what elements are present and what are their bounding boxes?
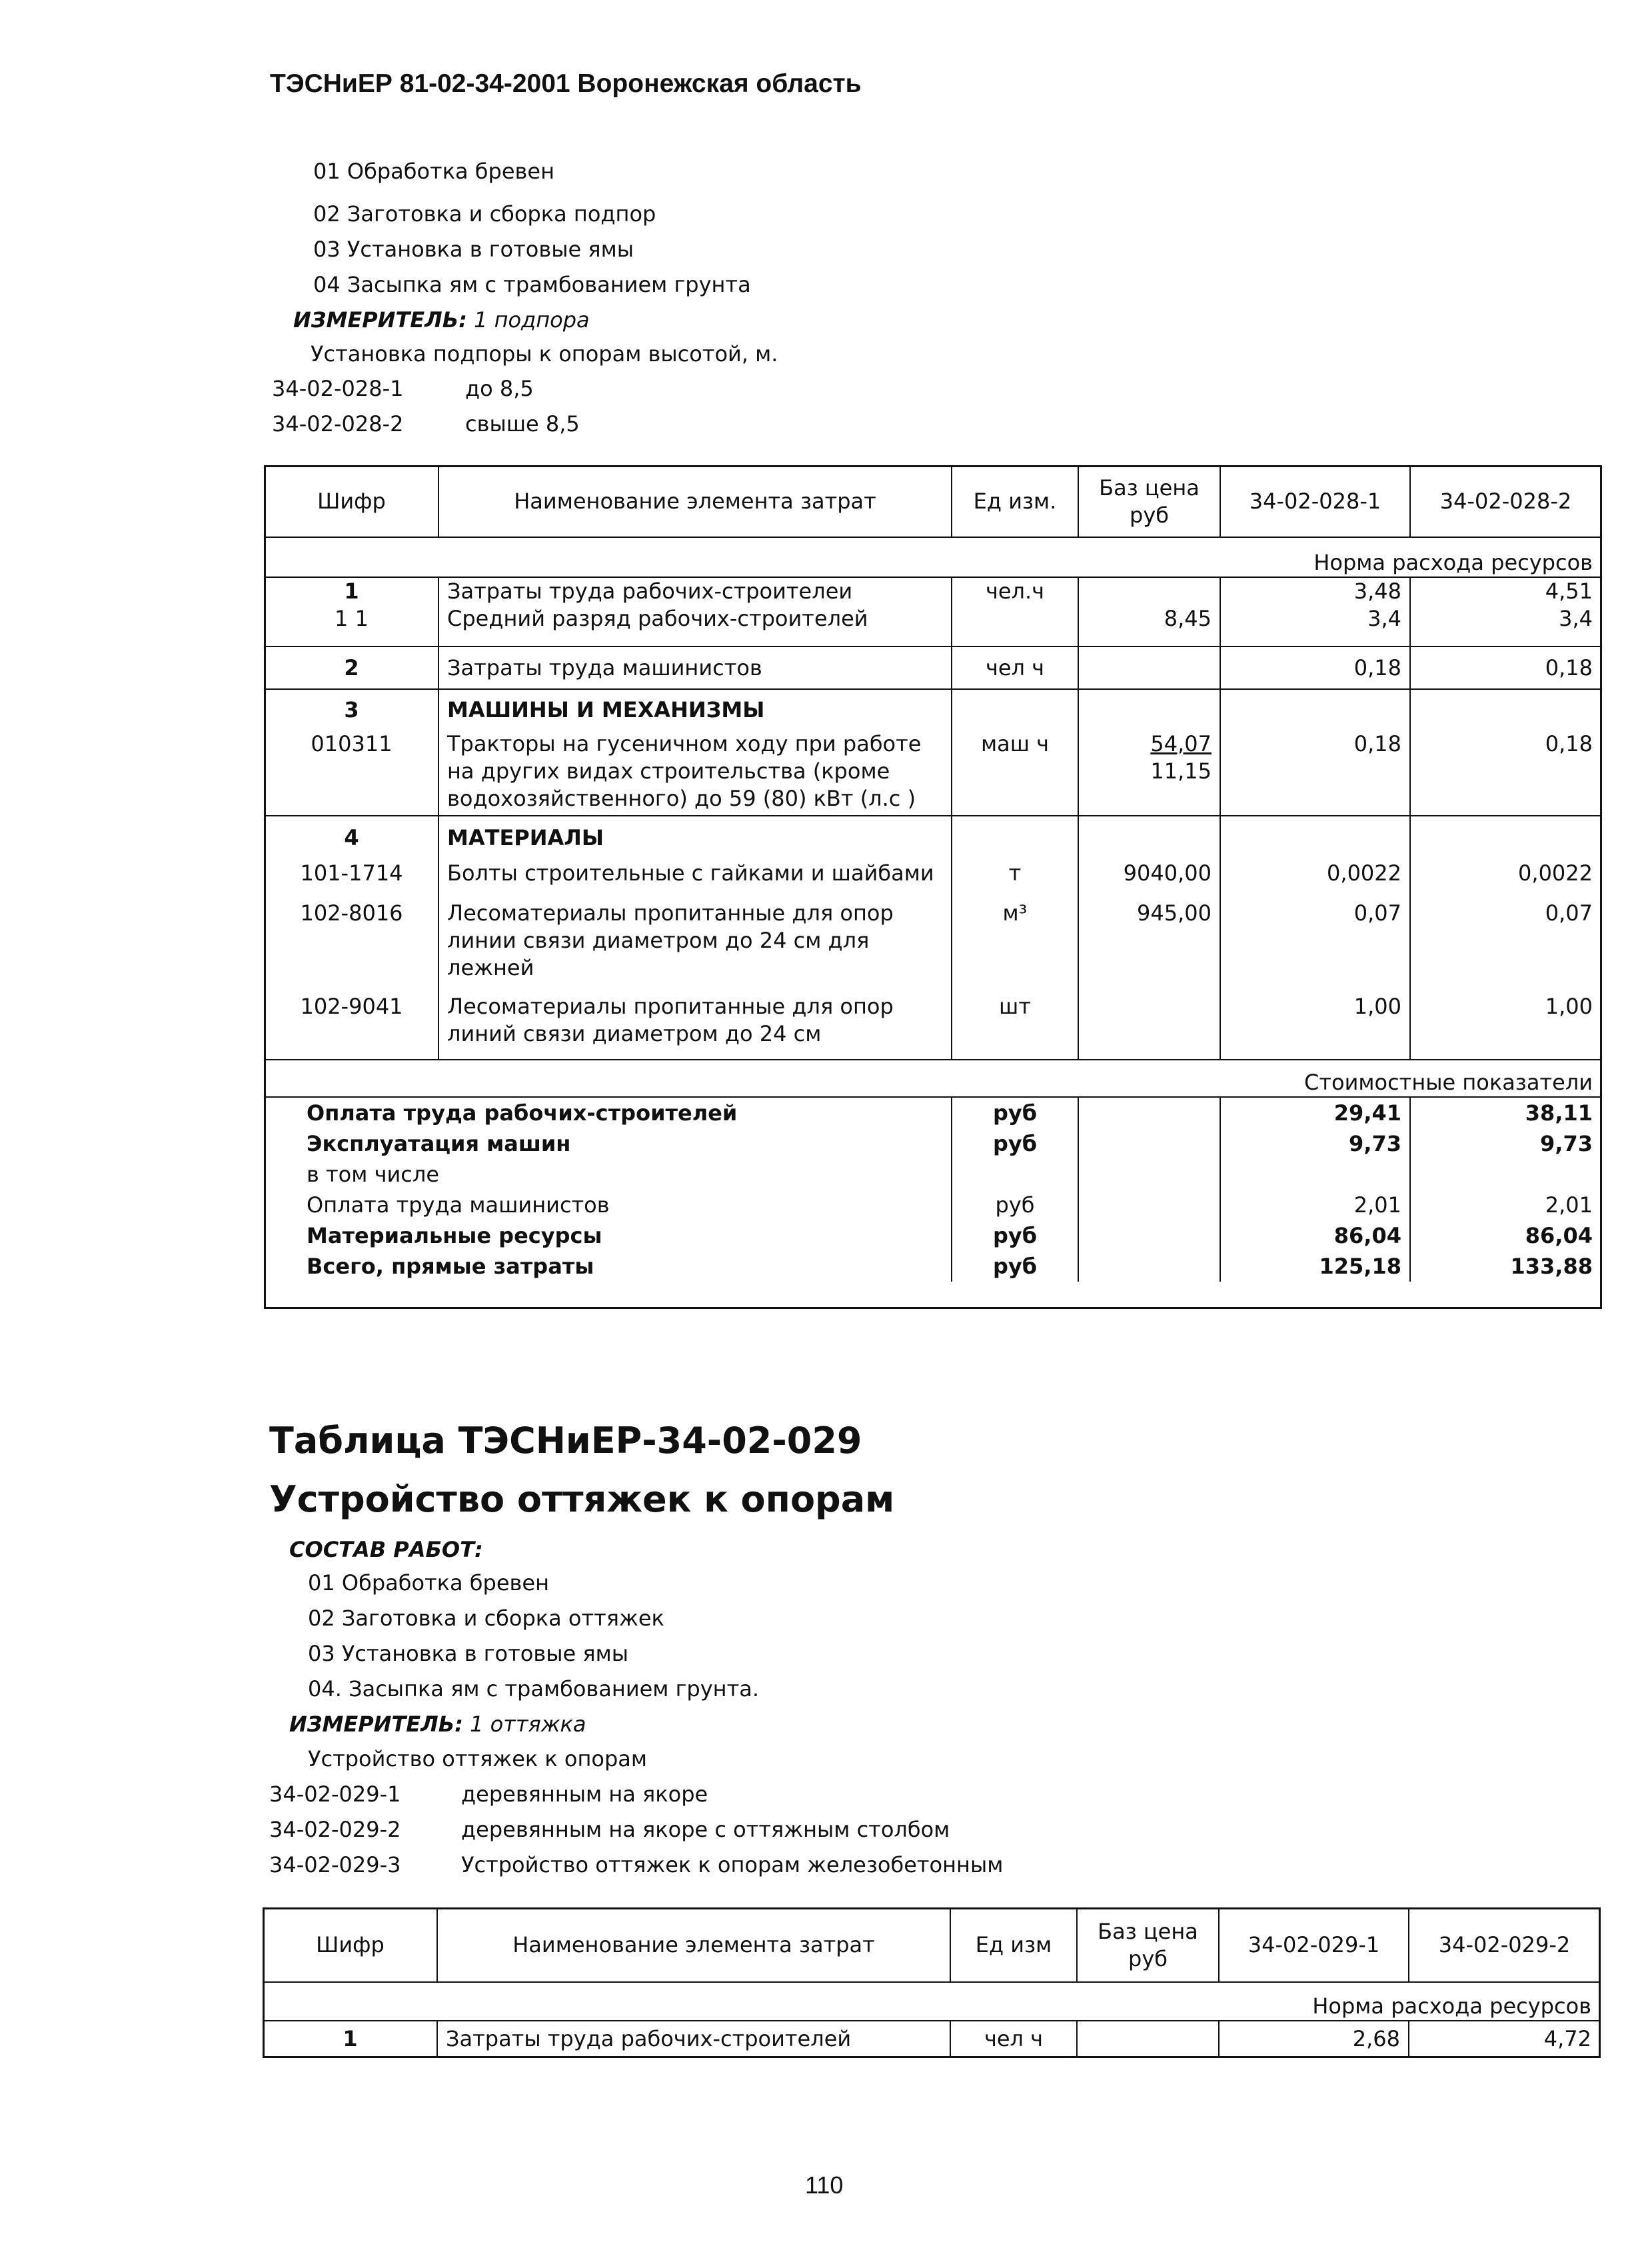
table-header-row [265, 467, 1601, 537]
meter-description: Устройство оттяжек к опорам [308, 1746, 648, 1771]
cost-value-1: 2,01 [1220, 1190, 1410, 1220]
work-item: 03 Установка в готовые ямы [308, 1641, 628, 1666]
cell-code: 1 [344, 578, 359, 604]
cell-unit: т [952, 860, 1078, 900]
header-price: Баз цена руб [1078, 467, 1220, 537]
cost-unit: руб [952, 1097, 1078, 1128]
header-code: Шифр [317, 489, 386, 514]
cell-value-2: 4,72 [1409, 2021, 1599, 2057]
work-item: 02 Заготовка и сборка подпор [313, 201, 656, 227]
cell-value-1: 0,18 [1220, 646, 1410, 689]
code: 34-02-029-3 [269, 1852, 401, 1877]
cell-value-2: 1,00 [1410, 993, 1601, 1060]
meter-label: ИЗМЕРИТЕЛЬ: [289, 1711, 463, 1737]
section-cost: Стоимостные показатели [1304, 1070, 1593, 1095]
cell-code: 101-1714 [300, 860, 403, 886]
table-subtitle: Устройство оттяжек к опорам [269, 1478, 895, 1520]
running-header: ТЭСНиЕР 81-02-34-2001 Воронежская область [270, 69, 862, 98]
cell-unit: маш ч [952, 730, 1078, 816]
resource-table-028 [265, 467, 1601, 1282]
table-row [265, 993, 1601, 1060]
cell-value-1: 3,4 [1220, 605, 1410, 646]
code: 34-02-028-1 [272, 376, 404, 401]
cost-row [265, 1251, 1601, 1282]
cost-value-2: 2,01 [1410, 1190, 1601, 1220]
work-item: 01 Обработка бревен [313, 159, 554, 184]
cell-name: Лесоматериалы пропитанные для опор линии связи диаметром до 24 см для лежней [438, 900, 952, 993]
cell-code: 1 1 [335, 606, 369, 631]
cell-price [1078, 730, 1220, 816]
cost-row [265, 1097, 1601, 1128]
work-item: 02 Заготовка и сборка оттяжек [308, 1606, 664, 1631]
cell-unit: чел ч [950, 2021, 1077, 2057]
code-description: Устройство оттяжек к опорам железобетонным [461, 1852, 1004, 1877]
code-description: деревянным на якоре [461, 1781, 708, 1807]
cost-value-1: 9,73 [1220, 1128, 1410, 1159]
work-item: 04 Засыпка ям с трамбованием грунта [313, 272, 751, 297]
code-description: свыше 8,5 [465, 411, 580, 437]
cell-price [1078, 646, 1220, 689]
composition-label: СОСТАВ РАБОТ: [289, 1537, 483, 1562]
cell-value-2: 4,51 [1410, 577, 1601, 605]
header-col2: 34-02-029-2 [1409, 1909, 1599, 1982]
cell-price [1078, 993, 1220, 1060]
table-row [265, 730, 1601, 816]
header-unit: Ед изм [950, 1909, 1077, 1982]
header-col1: 34-02-029-1 [1219, 1909, 1409, 1982]
work-item: 03 Установка в готовые ямы [313, 237, 634, 262]
meter-value: 1 подпора [474, 307, 590, 333]
cell-name: Средний разряд рабочих-строителей [438, 605, 952, 646]
code: 34-02-029-2 [269, 1817, 401, 1842]
header-name: Наименование элемента затрат [437, 1909, 950, 1982]
cell-name: Затраты труда машинистов [438, 646, 952, 689]
cost-value-1: 125,18 [1220, 1251, 1410, 1282]
cost-name: Материальные ресурсы [307, 1223, 602, 1248]
code-description: до 8,5 [465, 376, 534, 401]
cost-value-2: 133,88 [1410, 1251, 1601, 1282]
cell-unit: чел ч [952, 646, 1078, 689]
section-row [264, 1982, 1599, 2021]
table-row [264, 2021, 1599, 2057]
cost-unit: руб [952, 1251, 1078, 1282]
work-item: 01 Обработка бревен [308, 1570, 549, 1596]
resource-table-029 [264, 1909, 1599, 2057]
section-norm: Норма расхода ресурсов [1313, 550, 1593, 575]
cell-name: Тракторы на гусеничном ходу при работе на других видах строительства (кроме водохозяйственного) до 59 (80) кВт (л.с ) [438, 730, 952, 816]
section-norm: Норма расхода ресурсов [1312, 1993, 1591, 2019]
section-row [265, 537, 1601, 577]
cell-name: Болты строительные с гайками и шайбами [438, 860, 952, 900]
table-row [265, 646, 1601, 689]
table-row [265, 605, 1601, 646]
price-value-secondary: 11,15 [1150, 758, 1212, 784]
meter-label: ИЗМЕРИТЕЛЬ: [293, 307, 467, 333]
header-col2: 34-02-028-2 [1410, 467, 1601, 537]
cost-row [265, 1128, 1601, 1159]
cell-value-2: 3,4 [1410, 605, 1601, 646]
cell-value-1: 1,00 [1220, 993, 1410, 1060]
cell-name: МАШИНЫ И МЕХАНИЗМЫ [438, 689, 952, 730]
code: 34-02-028-2 [272, 411, 404, 437]
code-description: деревянным на якоре с оттяжным столбом [461, 1817, 950, 1842]
code: 34-02-029-1 [269, 1781, 401, 1807]
cell-value-2: 0,07 [1410, 900, 1601, 993]
cost-unit: руб [952, 1220, 1078, 1251]
meter-line [289, 1711, 586, 1737]
cell-code: 2 [344, 654, 359, 680]
cell-name: Затраты труда рабочих-строителеи [438, 577, 952, 605]
cost-unit: руб [952, 1190, 1078, 1220]
cost-value-2: 86,04 [1410, 1220, 1601, 1251]
page-number: 110 [805, 2171, 844, 2199]
cost-unit: руб [952, 1128, 1078, 1159]
cell-code: 3 [344, 697, 359, 722]
cell-value-1: 2,68 [1219, 2021, 1409, 2057]
cost-row [265, 1190, 1601, 1220]
cost-value-1: 29,41 [1220, 1097, 1410, 1128]
table-row [265, 900, 1601, 993]
meter-description: Установка подпоры к опорам высотой, м. [311, 341, 778, 367]
cell-price: 8,45 [1078, 605, 1220, 646]
cell-unit: м³ [952, 900, 1078, 993]
cost-value-2: 9,73 [1410, 1128, 1601, 1159]
table-row [265, 689, 1601, 730]
cell-name: МАТЕРИАЛЫ [438, 816, 952, 860]
cost-name: Оплата труда машинистов [307, 1192, 610, 1218]
table-title: Таблица ТЭСНиЕР-34-02-029 [269, 1420, 862, 1462]
cell-price: 9040,00 [1078, 860, 1220, 900]
header-name: Наименование элемента затрат [438, 467, 952, 537]
cost-name: Оплата труда рабочих-строителей [307, 1100, 738, 1126]
cell-price [1077, 2021, 1219, 2057]
cell-price: 945,00 [1078, 900, 1220, 993]
cell-code: 1 [343, 2026, 358, 2051]
cost-row [265, 1220, 1601, 1251]
price-value: 54,07 [1150, 731, 1212, 756]
header-col1: 34-02-028-1 [1220, 467, 1410, 537]
cell-unit [952, 605, 1078, 646]
meter-value: 1 оттяжка [470, 1711, 586, 1737]
cost-name: Эксплуатация машин [307, 1131, 571, 1156]
cell-unit: чел.ч [952, 577, 1078, 605]
header-unit: Ед изм. [952, 467, 1078, 537]
cell-code: 010311 [311, 731, 393, 756]
cost-name: в том числе [307, 1162, 439, 1187]
cell-value-1: 0,07 [1220, 900, 1410, 993]
cell-value-2: 0,18 [1410, 646, 1601, 689]
cell-unit: шт [952, 993, 1078, 1060]
cell-code: 4 [344, 825, 359, 850]
cell-code: 102-9041 [300, 994, 403, 1019]
cost-row [265, 1159, 1601, 1190]
table-row [265, 816, 1601, 860]
table-row [265, 577, 1601, 605]
cell-code: 102-8016 [300, 900, 403, 926]
section-row [265, 1060, 1601, 1097]
cell-price [1078, 577, 1220, 605]
cell-value-1: 3,48 [1220, 577, 1410, 605]
work-item: 04. Засыпка ям с трамбованием грунта. [308, 1676, 760, 1701]
cell-value-1: 0,0022 [1220, 860, 1410, 900]
cell-name: Лесоматериалы пропитанные для опор линий связи диаметром до 24 см [438, 993, 952, 1060]
cost-value-2: 38,11 [1410, 1097, 1601, 1128]
header-code: Шифр [316, 1932, 385, 1957]
cell-value-2: 0,18 [1410, 730, 1601, 816]
header-price: Баз цена руб [1077, 1909, 1219, 1982]
table-header-row [264, 1909, 1599, 1982]
cost-name: Всего, прямые затраты [307, 1254, 594, 1279]
cost-value-1: 86,04 [1220, 1220, 1410, 1251]
cell-value-1: 0,18 [1220, 730, 1410, 816]
cell-value-2: 0,0022 [1410, 860, 1601, 900]
table-row [265, 860, 1601, 900]
meter-line [293, 307, 590, 333]
cell-name: Затраты труда рабочих-строителей [437, 2021, 950, 2057]
